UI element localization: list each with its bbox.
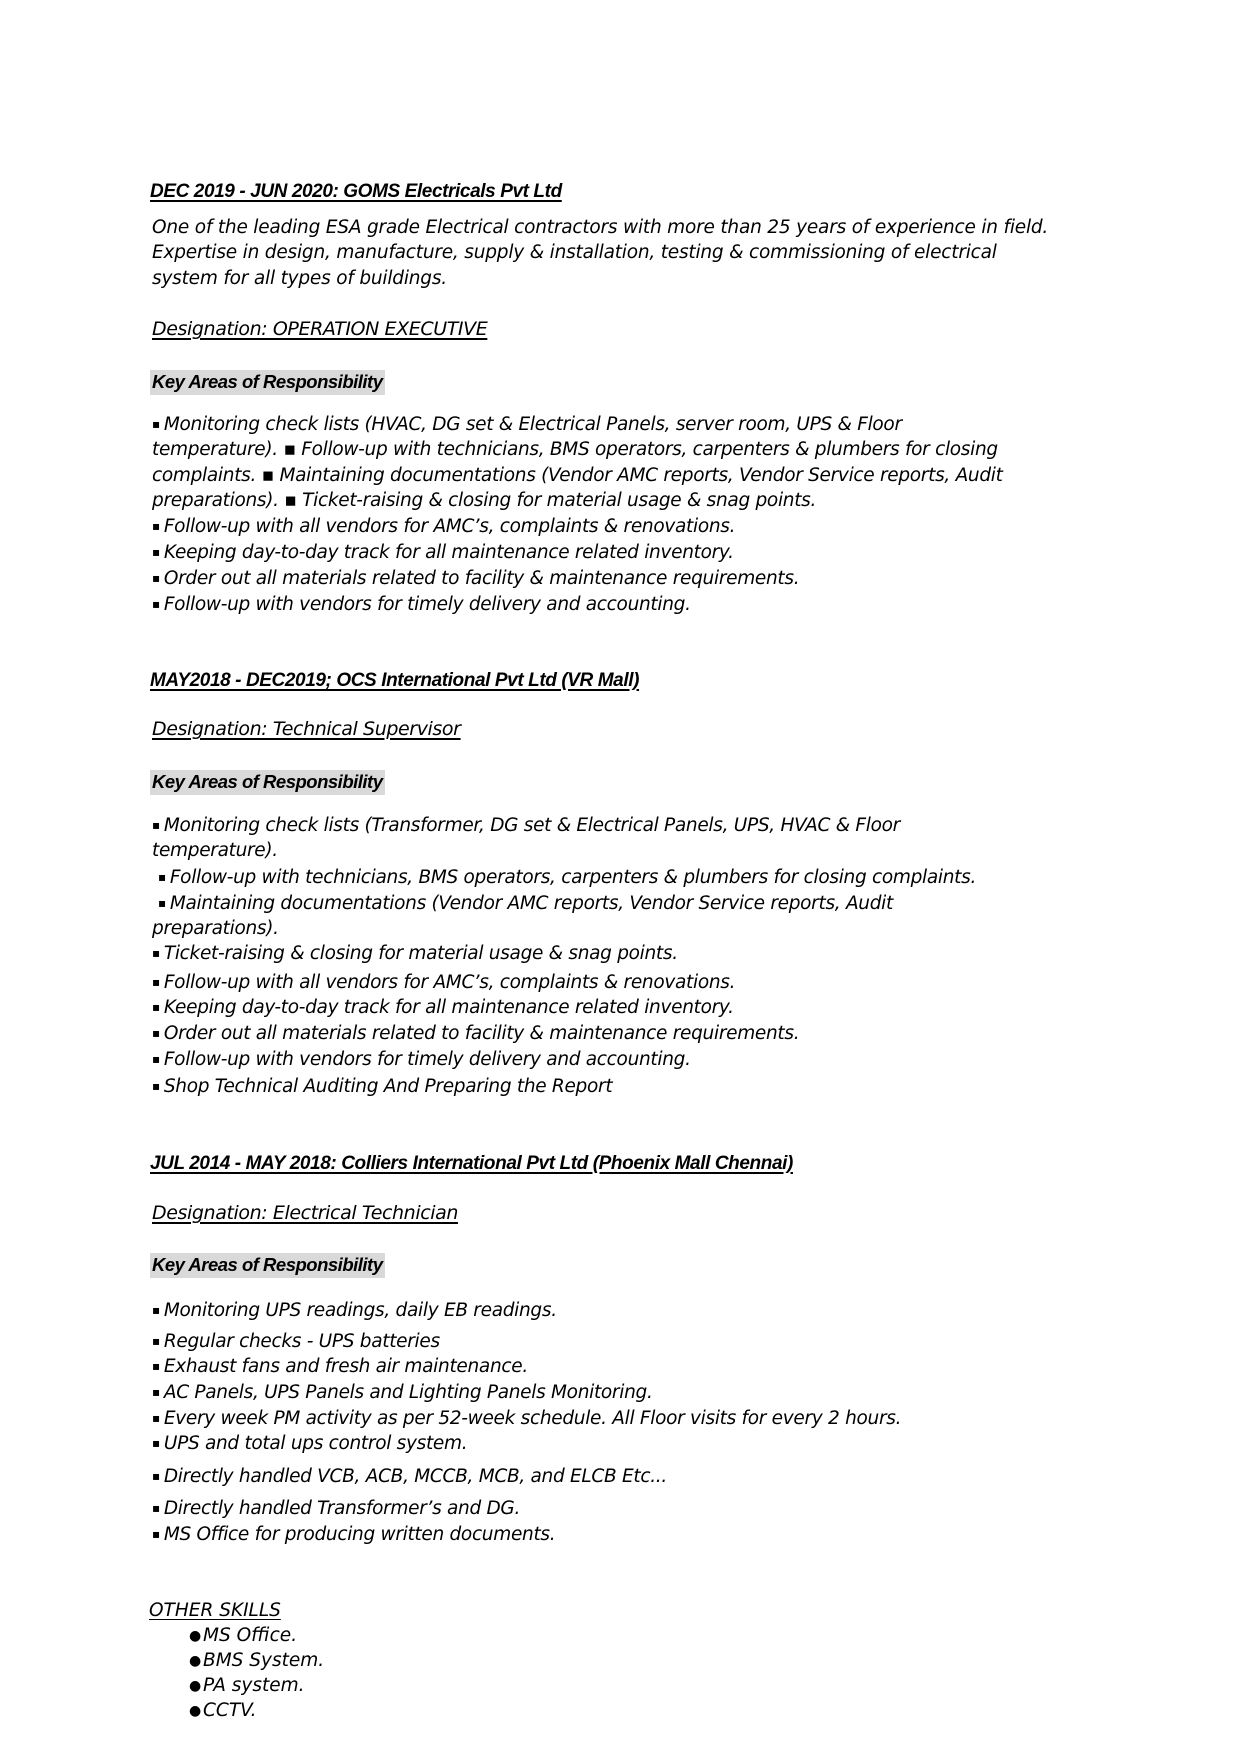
bullet-icon: ▪ [152,1385,160,1399]
designation: Designation: Technical Supervisor [152,718,461,740]
list-item: ▪ Follow-up with all vendors for AMC’s, complaints & renovations. [152,516,736,537]
list-item: ▪ Shop Technical Auditing And Preparing the Report [152,1076,613,1097]
skill-item: ●CCTV. [189,1700,257,1721]
list-item: ▪ Monitoring check lists (Transformer, DG set & Electrical Panels, UPS, HVAC & Floor [152,815,900,836]
skill-item: ●PA system. [189,1675,305,1696]
list-item: temperature). ▪ Follow-up with technicians, BMS operators, carpenters & plumbers for closing [152,439,998,460]
bullet-icon: ● [189,1628,202,1644]
other-skills-heading: OTHER SKILLS [149,1600,281,1621]
bullet-icon: ▪ [152,1527,160,1541]
bullet-icon: ▪ [152,1411,160,1425]
bullet-icon: ▪ [152,597,160,611]
list-item: ▪ Follow-up with all vendors for AMC’s, complaints & renovations. [152,972,736,993]
job-heading: MAY2018 - DEC2019; OCS International Pvt Ltd (VR Mall) [150,670,640,691]
bullet-icon: ▪ [152,1079,160,1093]
key-areas-heading: Key Areas of Responsibility [150,370,385,395]
list-item: preparations). ▪ Ticket-raising & closing for material usage & snag points. [152,490,817,511]
bullet-icon: ▪ [152,519,160,533]
job-heading: DEC 2019 - JUN 2020: GOMS Electricals Pvt Ltd [150,181,562,202]
list-item: ▪ Regular checks - UPS batteries [152,1331,440,1352]
list-item: ▪ Ticket-raising & closing for material usage & snag points. [152,943,678,964]
list-item: ▪ Directly handled Transformer’s and DG. [152,1498,521,1519]
job-description-line: Expertise in design, manufacture, supply & installation, testing & commissioning of electrical [152,242,997,263]
list-item: ▪ Keeping day-to-day track for all maintenance related inventory. [152,542,734,563]
job-heading: JUL 2014 - MAY 2018: Colliers International Pvt Ltd (Phoenix Mall Chennai) [150,1153,793,1174]
bullet-icon: ▪ [152,545,160,559]
bullet-icon: ▪ [152,1000,160,1014]
designation: Designation: Electrical Technician [152,1202,459,1224]
list-item: ▪ Order out all materials related to facility & maintenance requirements. [152,568,800,589]
skill-item: ●MS Office. [189,1625,298,1646]
bullet-icon: ▪ [152,1026,160,1040]
bullet-icon: ▪ [152,946,160,960]
list-item: ▪ Keeping day-to-day track for all maintenance related inventory. [152,997,734,1018]
list-item: ▪ MS Office for producing written documents. [152,1524,556,1545]
skill-item: ●BMS System. [189,1650,325,1671]
job-description-line: system for all types of buildings. [152,268,447,289]
designation: Designation: OPERATION EXECUTIVE [152,318,488,340]
list-item: ▪ Directly handled VCB, ACB, MCCB, MCB, and ELCB Etc... [152,1466,667,1487]
job-description-line: One of the leading ESA grade Electrical contractors with more than 25 years of experience in field. [152,217,1049,238]
list-item: ▪ Exhaust fans and fresh air maintenance. [152,1356,528,1377]
list-item: preparations). [152,918,279,939]
bullet-icon: ▪ [152,1359,160,1373]
bullet-icon: ▪ [152,1469,160,1483]
bullet-icon: ▪ [152,818,160,832]
list-item: temperature). [152,840,278,861]
list-item: complaints. ▪ Maintaining documentations (Vendor AMC reports, Vendor Service reports, Audit [152,465,1003,486]
key-areas-heading: Key Areas of Responsibility [150,1253,385,1278]
bullet-icon: ▪ [152,1501,160,1515]
bullet-icon: ● [189,1678,202,1694]
list-item: ▪ Every week PM activity as per 52-week schedule. All Floor visits for every 2 hours. [152,1408,902,1429]
list-item: ▪ Maintaining documentations (Vendor AMC reports, Vendor Service reports, Audit [158,893,893,914]
bullet-icon: ▪ [158,896,166,910]
list-item: ▪ AC Panels, UPS Panels and Lighting Panels Monitoring. [152,1382,653,1403]
list-item: ▪ UPS and total ups control system. [152,1433,468,1454]
bullet-icon: ▪ [158,870,166,884]
bullet-icon: ▪ [152,975,160,989]
list-item: ▪ Follow-up with vendors for timely delivery and accounting. [152,594,691,615]
bullet-icon: ● [189,1703,202,1719]
list-item: ▪ Follow-up with vendors for timely delivery and accounting. [152,1049,691,1070]
key-areas-heading: Key Areas of Responsibility [150,770,385,795]
list-item: ▪ Monitoring check lists (HVAC, DG set & Electrical Panels, server room, UPS & Floor [152,414,902,435]
list-item: ▪ Monitoring UPS readings, daily EB readings. [152,1300,557,1321]
list-item: ▪ Order out all materials related to facility & maintenance requirements. [152,1023,800,1044]
bullet-icon: ▪ [152,417,160,431]
list-item: ▪ Follow-up with technicians, BMS operators, carpenters & plumbers for closing complaints. [158,867,977,888]
bullet-icon: ▪ [152,1436,160,1450]
bullet-icon: ▪ [152,1052,160,1066]
bullet-icon: ▪ [152,1303,160,1317]
bullet-icon: ▪ [152,1334,160,1348]
bullet-icon: ▪ [152,571,160,585]
bullet-icon: ● [189,1653,202,1669]
